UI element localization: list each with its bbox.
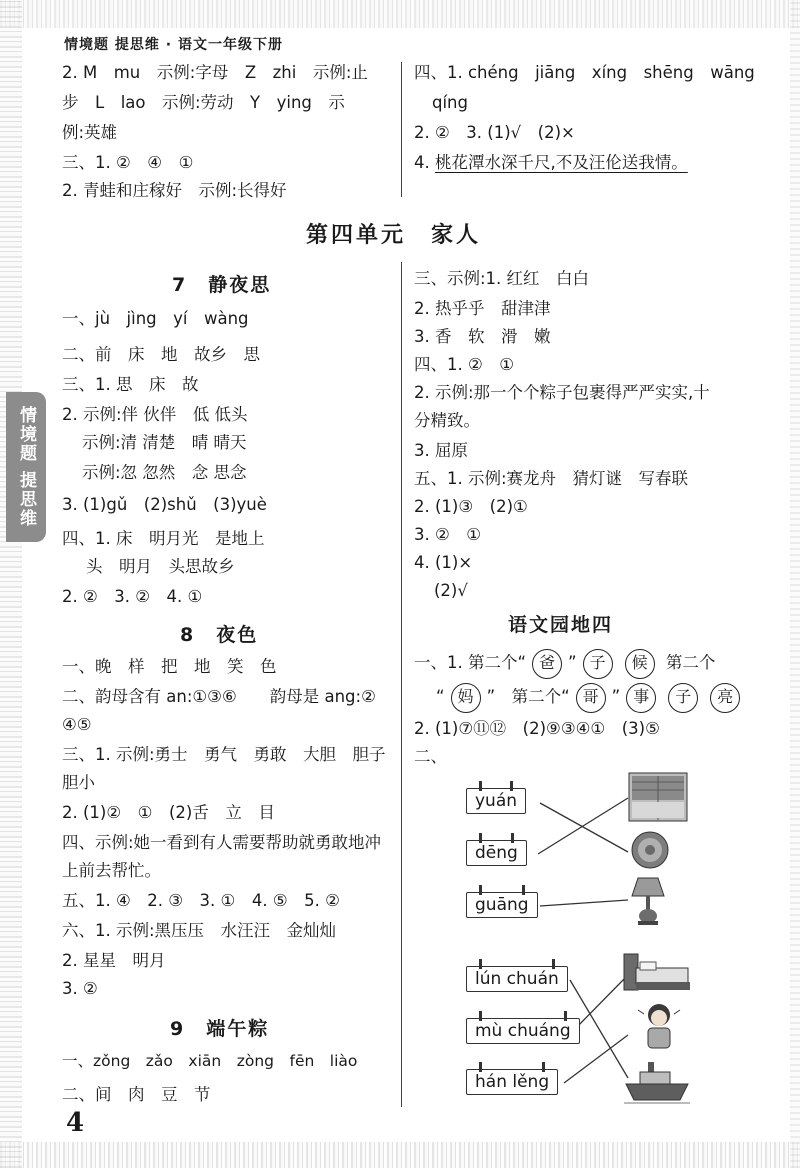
side-tab: 情境题 提思维 [6, 392, 46, 542]
round-plate-icon [630, 830, 670, 870]
answer-line: 4. (1)× [414, 553, 473, 572]
answer-line: 六、1. 示例:黑压压 水汪汪 金灿灿 [62, 921, 337, 940]
ship-icon [624, 1056, 690, 1106]
item-number: 4. [414, 153, 435, 172]
lesson-title: 9 端午粽 [170, 1018, 270, 1040]
answer-text: ” [568, 653, 577, 672]
answer-line: 四、1. ② ① [414, 355, 515, 374]
answer-line: 2. ② 3. (1)√ (2)× [414, 123, 575, 142]
answer-line: 一、晚 样 把 地 笑 色 [62, 657, 277, 676]
wooden-bed-icon [622, 950, 692, 994]
answer-line: 三、1. 示例:勇士 勇气 勇敢 大胆 胆子 [62, 745, 386, 764]
pinyin-card: hán lěng [466, 1069, 558, 1095]
answer-line: 示例:忽 忽然 念 思念 [82, 463, 247, 482]
answer-text: “ [436, 687, 445, 706]
page-header: 情境题 提思维 · 语文一年级下册 [64, 37, 283, 53]
shivering-girl-icon [636, 1000, 682, 1054]
answer-text: ” 第二个“ [486, 687, 570, 706]
pinyin-card: mù chuáng [466, 1018, 580, 1044]
pinyin-card: yuán [466, 788, 526, 814]
circled-char: 子 [668, 683, 698, 713]
answer-line: 上前去帮忙。 [62, 861, 161, 880]
answer-line: 2. 星星 明月 [62, 951, 166, 970]
circled-char: 爸 [532, 649, 562, 679]
underlined-answer: 桃花潭水深千尺,不及汪伦送我情。 [435, 153, 688, 172]
answer-line: 2. 青蛙和庄稼好 示例:长得好 [62, 181, 287, 200]
answer-text: 一、1. 第二个“ [414, 653, 527, 672]
answer-line: ④⑤ [62, 715, 92, 734]
section-title: 语文园地四 [508, 614, 614, 636]
circled-char: 子 [583, 649, 613, 679]
answer-line: 3. ② [62, 979, 98, 998]
window-scene-icon [628, 772, 688, 822]
answer-line: (2)√ [434, 581, 468, 600]
circled-char: 妈 [451, 683, 481, 713]
answer-line: 分精致。 [414, 411, 480, 430]
answer-text: 第二个 [665, 653, 716, 672]
answer-line: 例:英雄 [62, 123, 118, 142]
answer-line: 2. 示例:伴 伙伴 低 低头 [62, 405, 248, 424]
answer-line: 2. 示例:那一个个粽子包裹得严严实实,十 [414, 383, 710, 402]
answer-line: 三、1. ② ④ ① [62, 153, 194, 172]
circled-char: 哥 [576, 683, 606, 713]
answer-line: 五、1. ④ 2. ③ 3. ① 4. ⑤ 5. ② [62, 891, 340, 910]
table-lamp-icon [630, 876, 666, 926]
answer-line: 三、1. 思 床 故 [62, 375, 199, 394]
answer-line: 一、jù jìng yí wàng [62, 309, 249, 328]
answer-text: ” [611, 687, 621, 706]
answer-line: 四、1. 床 明月光 是地上 [62, 529, 265, 548]
pinyin-card: guāng [466, 892, 538, 918]
answer-line: 2. (1)③ (2)① [414, 497, 528, 516]
answer-line: 四、1. chéng jiāng xíng shēng wāng [414, 63, 755, 82]
answer-line: 示例:清 清楚 晴 晴天 [82, 433, 247, 452]
answer-line: 2. (1)② ① (2)舌 立 目 [62, 803, 275, 822]
answer-line: 二、间 肉 豆 节 [62, 1085, 211, 1104]
answer-line: 2. ② 3. ② 4. ① [62, 587, 203, 606]
answer-line: 步 L lao 示例:劳动 Y ying 示 [62, 93, 345, 112]
lesson-title: 8 夜色 [180, 624, 259, 646]
circled-char: 事 [626, 683, 656, 713]
answer-line: 2. 热乎乎 甜津津 [414, 299, 551, 318]
answer-line: 二、韵母含有 an:①③⑥ 韵母是 ang:② [62, 687, 376, 706]
answer-line: qíng [432, 93, 468, 112]
answer-line: 3. ② ① [414, 525, 482, 544]
answer-line: 二、 [414, 747, 447, 766]
circled-char: 亮 [710, 683, 740, 713]
answer-line: 胆小 [62, 773, 95, 792]
lesson-title: 7 静夜思 [172, 274, 272, 296]
unit-title: 第四单元 家人 [306, 223, 482, 248]
answer-line: 3. 香 软 滑 嫩 [414, 327, 551, 346]
pinyin-card: dēng [466, 840, 527, 866]
pinyin-card: lún chuán [466, 966, 568, 992]
answer-line: 五、1. 示例:赛龙舟 猜灯谜 写春联 [414, 469, 689, 488]
answer-line: 2. (1)⑦⑪⑫ (2)⑨③④① (3)⑤ [414, 719, 660, 738]
page-number: 4 [66, 1108, 85, 1138]
answer-line: 四、示例:她一看到有人需要帮助就勇敢地冲 [62, 833, 382, 852]
answer-line: 3. (1)gǔ (2)shǔ (3)yuè [62, 495, 267, 514]
answer-line: 一、zǒng zǎo xiān zòng fēn liào [62, 1052, 358, 1070]
answer-line: 头 明月 头思故乡 [86, 557, 235, 576]
answer-line: 二、前 床 地 故乡 思 [62, 345, 260, 364]
circled-char: 候 [625, 649, 655, 679]
answer-line: 3. 屈原 [414, 441, 468, 460]
answer-line: 三、示例:1. 红红 白白 [414, 269, 590, 288]
answer-line: 2. M mu 示例:字母 Z zhi 示例:止 [62, 63, 368, 82]
